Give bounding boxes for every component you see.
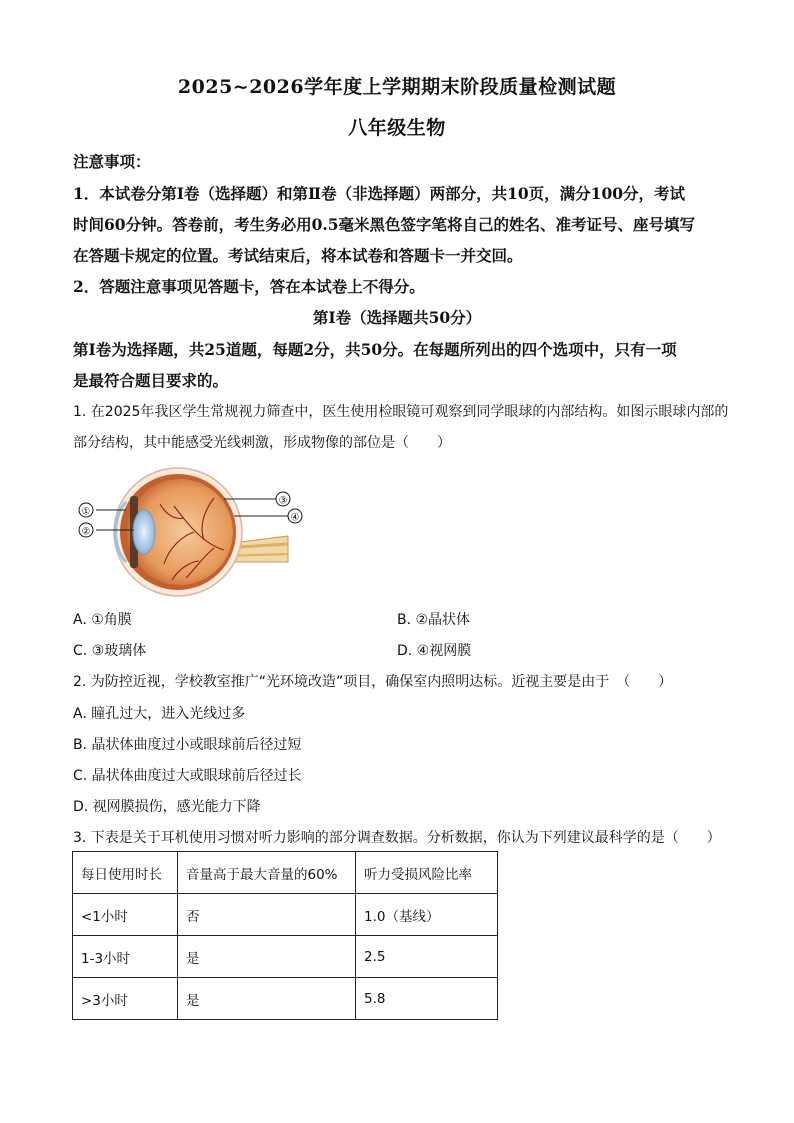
- table-row: [73, 978, 498, 1020]
- eyeball-illustration: [74, 466, 304, 600]
- table-cell: 是: [178, 936, 356, 978]
- table-header-cell: 每日使用时长: [73, 852, 178, 894]
- label-1: ①: [81, 506, 91, 518]
- table-cell: 是: [178, 978, 356, 1020]
- question-1-option-b: B. ②晶状体: [397, 612, 471, 628]
- question-1-option-a: A. ①角膜: [73, 612, 132, 628]
- table-cell: 否: [178, 894, 356, 936]
- table-cell: >3小时: [73, 978, 178, 1020]
- question-2-stem: 2. 为防控近视，学校教室推广“光环境改造”项目，确保室内照明达标。近视主要是由于 （ ）: [73, 674, 673, 690]
- table-row: [73, 894, 498, 936]
- table-header-row: [73, 852, 498, 894]
- question-2-option-c: C. 晶状体曲度过大或眼球前后径过长: [73, 768, 302, 784]
- question-3-stem: 3. 下表是关于耳机使用习惯对听力影响的部分调查数据。分析数据，你认为下列建议最科学的是（ ）: [73, 830, 721, 846]
- table-row: [73, 936, 498, 978]
- label-4: ④: [290, 512, 300, 524]
- table-header-cell: 音量高于最大音量的60%: [178, 852, 356, 894]
- question-1-option-d: D. ④视网膜: [397, 643, 472, 659]
- table-header-cell: 听力受损风险比率: [356, 852, 498, 894]
- label-2: ②: [81, 526, 91, 538]
- question-2-option-b: B. 晶状体曲度过小或眼球前后径过短: [73, 737, 302, 753]
- eyeball-diagram: [74, 466, 304, 600]
- exam-title: 2025~2026学年度上学期期末阶段质量检测试题: [177, 76, 617, 98]
- table-cell: 2.5: [356, 936, 498, 978]
- table-cell: 1-3小时: [73, 936, 178, 978]
- notice-item-2: 2．答题注意事项见答题卡，答在本试卷上不得分。: [73, 277, 425, 296]
- table-cell: 1.0（基线）: [356, 894, 498, 936]
- notice-item-1-line-2: 时间60分钟。答卷前，考生务必用0.5毫米黑色签字笔将自己的姓名、准考证号、座号填写: [73, 215, 696, 234]
- section-intro-line-2: 是最符合题目要求的。: [73, 371, 229, 390]
- notice-item-1-line-1: 1．本试卷分第Ⅰ卷（选择题）和第Ⅱ卷（非选择题）两部分，共10页，满分100分，考试: [73, 184, 686, 203]
- question-2-option-a: A. 瞳孔过大，进入光线过多: [73, 706, 246, 722]
- notice-heading: 注意事项：: [73, 152, 151, 171]
- section-intro-line-1: 第Ⅰ卷为选择题，共25道题，每题2分，共50分。在每题所列出的四个选项中，只有一项: [73, 340, 677, 359]
- label-3: ③: [278, 495, 288, 507]
- table-cell: <1小时: [73, 894, 178, 936]
- exam-subject: 八年级生物: [348, 117, 446, 139]
- question-1-stem-line-1: 1. 在2025年我区学生常规视力筛查中，医生使用检眼镜可观察到同学眼球的内部结构。如图示眼球内部的: [73, 404, 729, 420]
- table-cell: 5.8: [356, 978, 498, 1020]
- question-1-option-c: C. ③玻璃体: [73, 643, 147, 659]
- section-heading: 第Ⅰ卷（选择题共50分）: [312, 308, 482, 327]
- question-1-stem-line-2: 部分结构，其中能感受光线刺激，形成物像的部位是（ ）: [73, 435, 451, 451]
- question-2-option-d: D. 视网膜损伤，感光能力下降: [73, 799, 261, 815]
- survey-table: [72, 851, 498, 1020]
- notice-item-1-line-3: 在答题卡规定的位置。考试结束后，将本试卷和答题卡一并交回。: [73, 246, 523, 265]
